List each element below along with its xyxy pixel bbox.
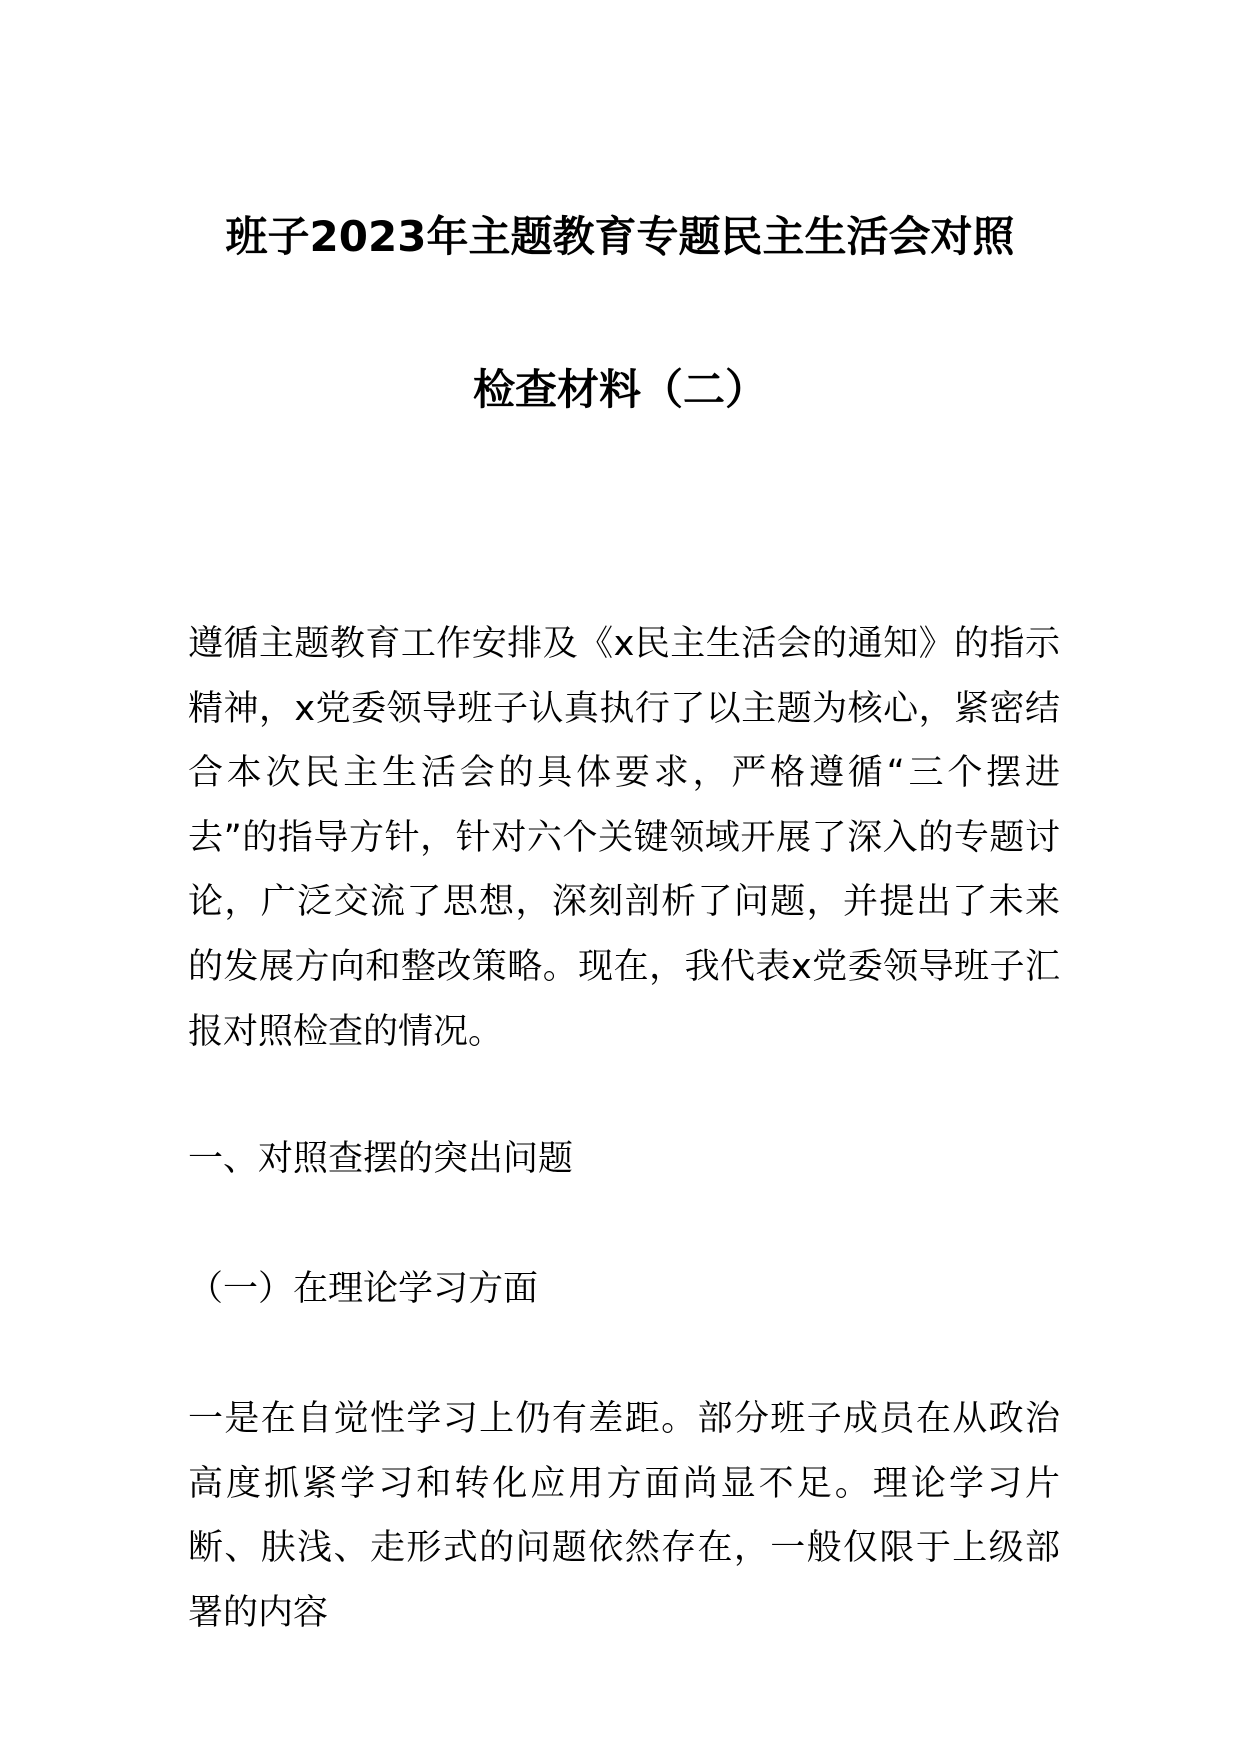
theory-paragraph: 一是在自觉性学习上仍有差距。部分班子成员在从政治高度抓紧学习和转化应用方面尚显不足。理论学习片断、肤浅、走形式的问题依然存在，一般仅限于上级部署的内容 xyxy=(188,1399,1060,1633)
subsection-heading: （一）在理论学习方面 xyxy=(188,1269,539,1309)
document-title-line-1: 班子2023年主题教育专题民主生活会对照 xyxy=(225,212,1015,261)
intro-paragraph: 遵循主题教育工作安排及《x民主生活会的通知》的指示精神，x党委领导班子认真执行了以主题为核心，紧密结合本次民主生活会的具体要求，严格遵循“三个摆进去”的指导方针，针对六个关键领域开展了深入的专题讨论，广泛交流了思想，深刻剖析了问题，并提出了未来的发展方向和整改策略。现在，我代表x党委领导班子汇报对照检查的情况。 xyxy=(188,624,1060,1052)
section-heading: 一、对照查摆的突出问题 xyxy=(188,1139,574,1179)
document-title-line-2: 检查材料（二） xyxy=(472,365,767,414)
